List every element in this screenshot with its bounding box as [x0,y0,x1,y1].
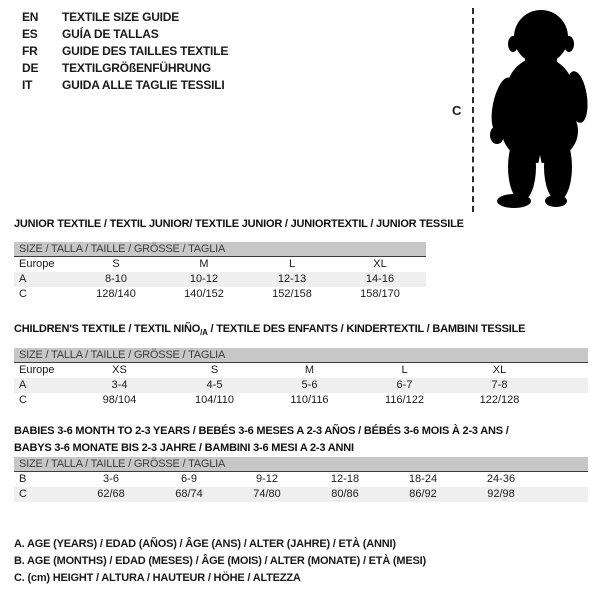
table-cell: 104/110 [195,394,234,406]
table-cell: 62/68 [97,488,125,500]
language-row-es [22,26,228,43]
table-cell: 12-18 [330,473,360,485]
table-cell: 4-5 [206,379,223,391]
table-cell: 140/152 [184,288,224,300]
row-label: A [19,379,27,391]
table-cell: L [401,364,408,376]
row-label: A [19,273,27,285]
row-label: B [19,473,27,485]
language-row-fr [22,43,228,60]
size-table-children [14,348,588,408]
table-cell: 128/140 [96,288,136,300]
legend-notes [14,536,426,587]
language-label: TEXTILE SIZE GUIDE [62,10,180,24]
table-cell: XL [373,258,387,270]
table-cell: M [304,364,315,376]
table-cell: 92/98 [487,488,515,500]
language-row-en [22,9,228,26]
table-cell: 86/92 [409,488,437,500]
table-row [14,363,588,378]
table-cell: 158/170 [360,288,400,300]
note-age-years: A. AGE (YEARS) / EDAD (AÑOS) / ÂGE (ANS) / ALTER (JAHRE) / ETÀ (ANNI) [14,538,396,550]
language-row-de [22,60,228,77]
table-cell: 122/128 [479,394,520,406]
table-cell: 12-13 [277,273,307,285]
table-row [14,393,588,408]
section-title-children [14,321,525,341]
table-cell: 7-8 [491,379,508,391]
note-age-months: B. AGE (MONTHS) / EDAD (MESES) / ÂGE (MOIS) / ALTER (MONATE) / ETÀ (MESI) [14,555,426,567]
table-cell: 74/80 [253,488,281,500]
language-label: GUÍA DE TALLAS [62,27,159,41]
language-code: FR [22,44,38,58]
table-cell: S [112,258,120,270]
language-code: IT [22,78,33,92]
section-title-babies-line1: BABIES 3-6 MONTH TO 2-3 YEARS / BEBÉS 3-6 MESES A 2-3 AÑOS / BÉBÉS 3-6 MOIS À 2-3 ANS / [14,425,509,437]
section-title-part: CHILDREN'S TEXTILE / TEXTIL NIÑO [14,323,201,335]
row-label: C [19,394,27,406]
row-label: C [19,488,27,500]
size-header-bar: SIZE / TALLA / TAILLE / GRÖSSE / TAGLIA [14,348,588,363]
section-title-sub: /A [200,328,208,338]
table-row [14,272,426,287]
table-cell: 9-12 [255,473,279,485]
language-title-list [22,9,228,94]
size-header-bar: SIZE / TALLA / TAILLE / GRÖSSE / TAGLIA [14,242,426,257]
table-row [14,287,426,302]
figure-measure-label: C [452,103,462,118]
row-label: C [19,288,27,300]
table-cell: 3-4 [111,379,128,391]
table-cell: 6-7 [396,379,413,391]
row-label: Europe [19,364,55,376]
table-cell: 6-9 [181,473,197,485]
section-title-babies-line2: BABYS 3-6 MONATE BIS 2-3 JAHRE / BAMBINI 3-6 MESI A 2-3 ANNI [14,442,354,454]
size-table-junior [14,242,426,302]
table-cell: 152/158 [272,288,312,300]
language-label: GUIDA ALLE TAGLIE TESSILI [62,78,225,92]
language-row-it [22,77,228,94]
table-cell: XS [112,364,127,376]
table-cell: 3-6 [103,473,119,485]
language-code: EN [22,10,39,24]
table-cell: 110/116 [290,394,329,406]
table-cell: 5-6 [301,379,318,391]
language-code: ES [22,27,38,41]
table-row [14,472,588,487]
table-row [14,487,588,502]
row-label: Europe [19,258,55,270]
language-label: GUIDE DES TAILLES TEXTILE [62,44,229,58]
size-table-babies [14,457,588,502]
table-cell: 80/86 [331,488,359,500]
note-height-cm: C. (cm) HEIGHT / ALTURA / HAUTEUR / HÖHE / ALTEZZA [14,572,301,584]
table-cell: 68/74 [175,488,203,500]
table-cell: 10-12 [189,273,219,285]
table-cell: 98/104 [102,394,137,406]
height-measure-line [472,8,474,212]
section-title-part: / TEXTILE DES ENFANTS / KINDERTEXTIL / BAMBINI TESSILE [207,323,526,335]
table-row [14,378,588,393]
size-header-bar: SIZE / TALLA / TAILLE / GRÖSSE / TAGLIA [14,457,588,472]
language-code: DE [22,61,39,75]
table-cell: M [199,258,209,270]
table-cell: 14-16 [365,273,395,285]
table-cell: S [210,364,219,376]
table-cell: 24-36 [486,473,516,485]
language-label: TEXTILGRÖßENFÜHRUNG [62,61,211,75]
table-row [14,257,426,272]
table-cell: 18-24 [408,473,438,485]
section-title-junior: JUNIOR TEXTILE / TEXTIL JUNIOR/ TEXTILE JUNIOR / JUNIORTEXTIL / JUNIOR TESSILE [14,218,464,230]
table-cell: 116/122 [385,394,424,406]
table-cell: L [288,258,296,270]
baby-silhouette-icon [486,8,596,210]
table-cell: XL [492,364,507,376]
table-cell: 8-10 [104,273,128,285]
